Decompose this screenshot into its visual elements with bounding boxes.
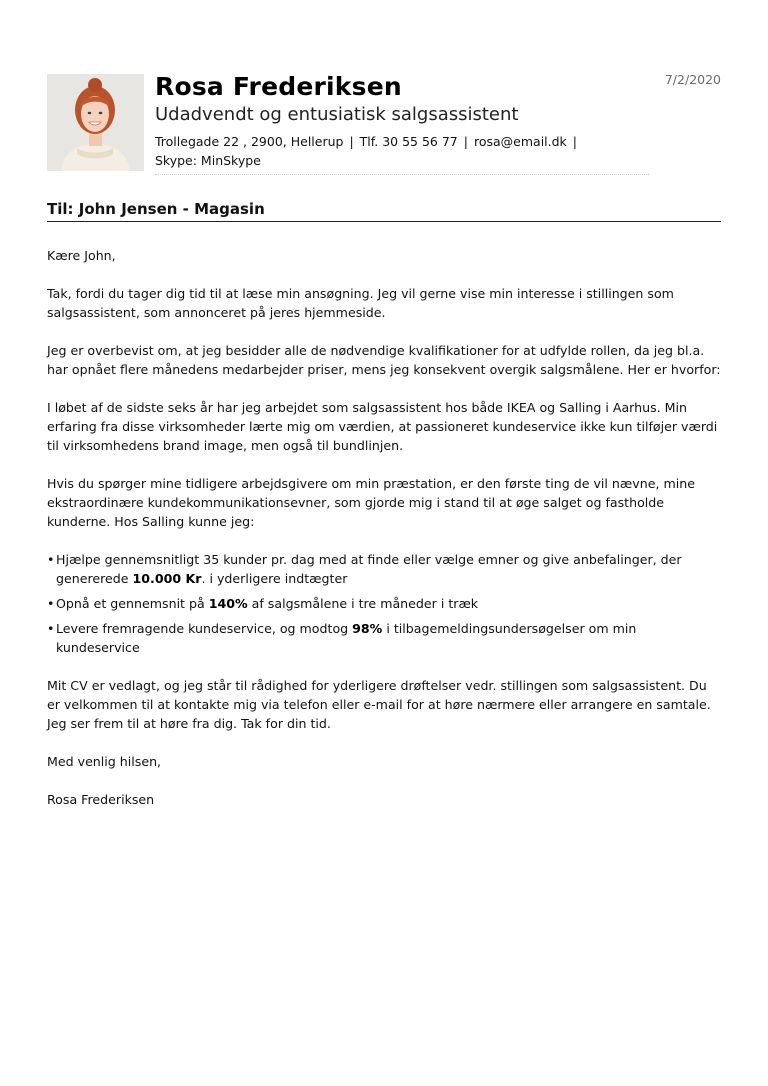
separator: | (463, 134, 468, 149)
profile-photo (47, 74, 144, 171)
separator: | (572, 134, 578, 149)
recipient-heading: Til: John Jensen - Magasin (47, 200, 721, 222)
list-item: • Levere fremragende kundeservice, og modtog 98% i tilbagemeldingsundersøgelser om min kundeservice (47, 621, 637, 655)
header (155, 72, 649, 175)
paragraph-5: Mit CV er vedlagt, og jeg står til rådighed for yderligere drøftelser vedr. stillingen som salgsassistent. Du er velkommen til at kontakte mig via telefon eller e-mail for at høre nærmere eller arrangere en samtale. Jeg ser frem til at høre fra dig. Tak for din tid. (47, 678, 711, 731)
bullet-icon: • (47, 552, 55, 567)
paragraph-3: I løbet af de sidste seks år har jeg arbejdet som salgsassistent hos både IKEA og Salling i Aarhus. Min erfaring fra disse virksomheder lærte mig om værdien, at passioneret kundeservice ikke kun tilføjer værdi til virksomhedens brand image, men også til bundlinjen. (47, 400, 718, 453)
letter-date: 7/2/2020 (664, 72, 721, 87)
list-item: • Opnå et gennemsnit på 140% af salgsmålene i tre måneder i træk (47, 596, 479, 611)
greeting: Kære John, (47, 248, 116, 263)
paragraph-2: Jeg er overbevist om, at jeg besidder alle de nødvendige kvalifikationer for at udfylde rollen, da jeg bl.a. har opnået flere månedens medarbejder priser, mens jeg konsekvent overgik salgsmålene. Her er hvorfor: (47, 343, 721, 377)
separator: | (349, 134, 354, 149)
bullet-icon: • (47, 621, 55, 636)
list-item: • Hjælpe gennemsnitligt 35 kunder pr. dag med at finde eller vælge emner og give anbefalinger, der genererede 10.000 Kr. i yderligere indtægter (47, 552, 682, 586)
address: Trollegade 22 , 2900, Hellerup (155, 134, 344, 149)
skype: Skype: MinSkype (155, 153, 261, 168)
applicant-name: Rosa Frederiksen (155, 72, 402, 101)
achievements-list (47, 550, 721, 657)
bullet-icon: • (47, 596, 55, 611)
portrait-image (47, 74, 144, 171)
phone: Tlf. 30 55 56 77 (359, 134, 458, 149)
email[interactable]: rosa@email.dk (473, 134, 567, 149)
closing: Med venlig hilsen, (47, 754, 162, 769)
signature: Rosa Frederiksen (47, 792, 155, 807)
paragraph-4: Hvis du spørger mine tidligere arbejdsgivere om min præstation, er den første ting de vil nævne, mine ekstraordinære kundekommunikationsevner, som gjorde mig i stand til at øge salget og fastholde kunderne. Hos Salling kunne jeg: (47, 476, 695, 529)
letter-body (47, 246, 721, 828)
paragraph-1: Tak, fordi du tager dig tid til at læse min ansøgning. Jeg vil gerne vise min interesse i stillingen som salgsassistent, som annonceret på jeres hjemmeside. (47, 286, 674, 320)
applicant-headline: Udadvendt og entusiatisk salgsassistent (155, 104, 519, 125)
contact-info (155, 132, 649, 175)
